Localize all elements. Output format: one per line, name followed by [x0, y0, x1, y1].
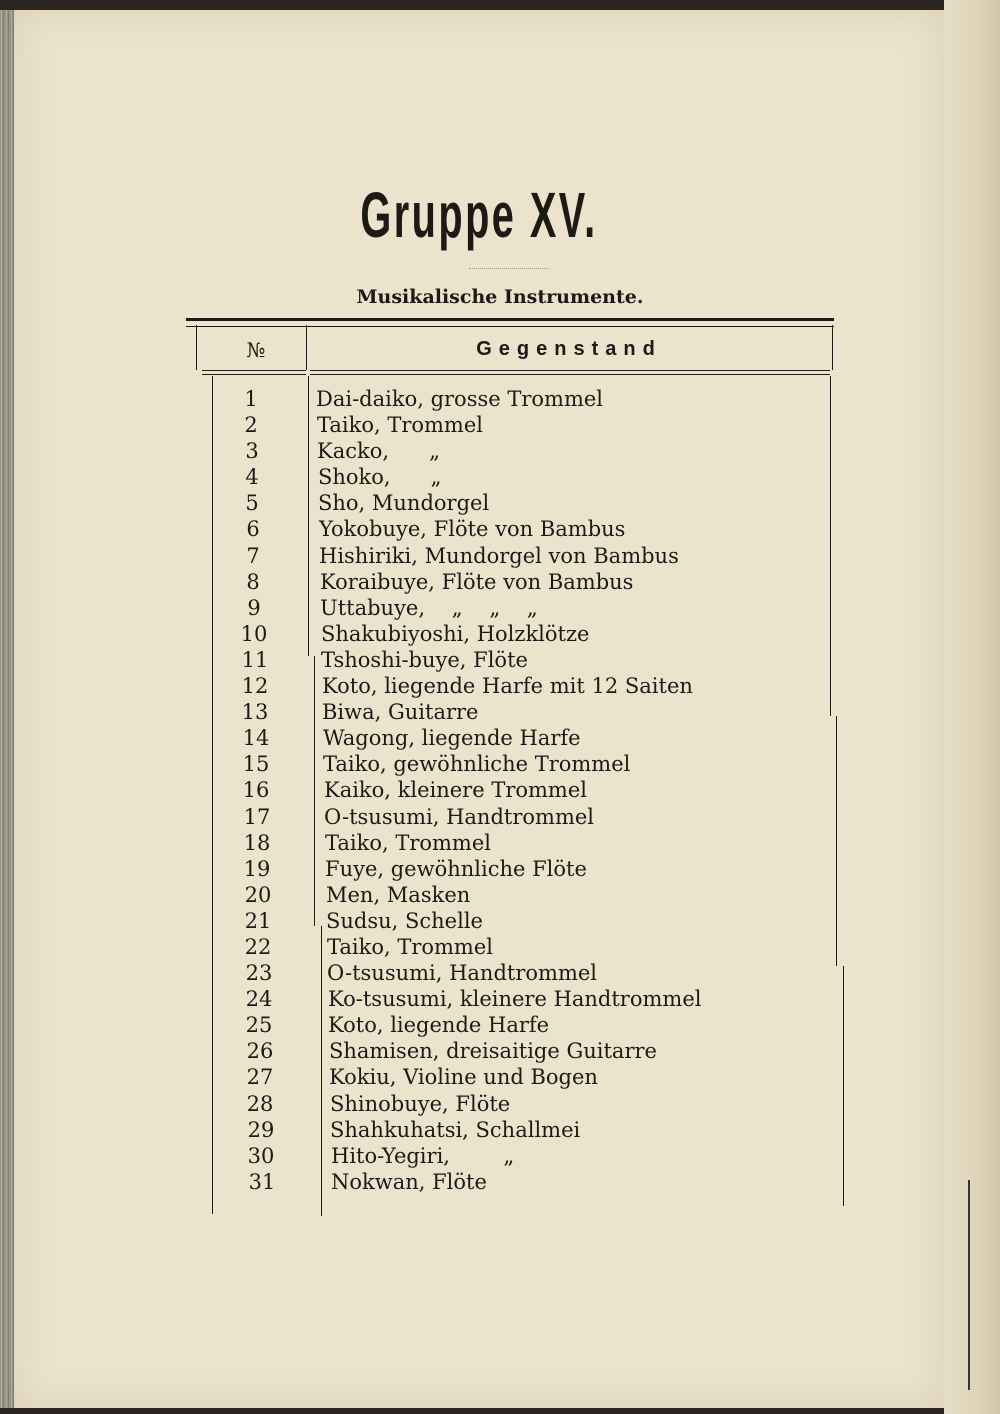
table-row — [0, 543, 930, 569]
row-number: 13 — [241, 700, 269, 725]
row-item: Shoko, „ — [318, 465, 442, 490]
row-item: Kacko, „ — [317, 439, 440, 464]
row-item: Koto, liegende Harfe mit 12 Saiten — [322, 674, 693, 699]
row-number: 29 — [247, 1117, 275, 1142]
table-row — [0, 647, 930, 673]
row-item: Taiko, Trommel — [317, 413, 483, 438]
table-right-border-head — [832, 325, 833, 370]
table-row — [0, 986, 930, 1012]
row-item: Men, Masken — [326, 882, 471, 907]
table-row — [0, 1064, 930, 1090]
row-number: 24 — [245, 987, 273, 1012]
row-item: Ko-tsusumi, kleinere Handtrommel — [328, 987, 702, 1012]
row-number: 17 — [243, 804, 271, 829]
row-item: Uttabuye, „ „ „ — [320, 595, 538, 620]
row-item: Wagong, liegende Harfe — [323, 726, 581, 751]
page-edge-right — [944, 0, 1000, 1414]
column-divider-head — [306, 325, 307, 370]
table-row — [0, 751, 930, 777]
page-subtitle: Musikalische Instrumente. — [356, 286, 644, 308]
row-number: 12 — [241, 674, 269, 699]
row-number: 21 — [244, 908, 272, 933]
table-row — [0, 882, 930, 908]
row-item: Hishiriki, Mundorgel von Bambus — [319, 543, 679, 568]
row-item: Nokwan, Flöte — [331, 1169, 487, 1194]
row-item: Taiko, gewöhnliche Trommel — [323, 752, 631, 777]
row-item: Hito-Yegiri, „ — [331, 1143, 515, 1168]
row-number: 16 — [242, 778, 270, 803]
table-row — [0, 908, 930, 934]
row-number: 4 — [245, 465, 259, 490]
row-item: Taiko, Trommel — [325, 830, 491, 855]
table-row — [0, 1117, 930, 1143]
table-row — [0, 699, 930, 725]
table-row — [0, 1143, 930, 1169]
row-item: Koraibuye, Flöte von Bambus — [320, 569, 634, 594]
title-ornament — [469, 268, 549, 275]
row-item: Yokobuye, Flöte von Bambus — [319, 517, 626, 542]
row-number: 3 — [245, 439, 259, 464]
row-number: 9 — [247, 595, 261, 620]
row-number: 20 — [244, 882, 272, 907]
row-item: Shakubiyoshi, Holzklötze — [321, 621, 590, 646]
row-number: 7 — [246, 543, 260, 568]
row-item: Sudsu, Schelle — [326, 908, 483, 933]
table-row — [0, 516, 930, 542]
row-number: 31 — [248, 1169, 276, 1194]
header-rule-object — [310, 370, 830, 375]
header-number: № — [246, 338, 266, 362]
row-item: Shahkuhatsi, Schallmei — [330, 1117, 581, 1142]
table-row — [0, 934, 930, 960]
row-item: Shamisen, dreisaitige Guitarre — [329, 1039, 657, 1064]
row-item: Fuye, gewöhnliche Flöte — [325, 856, 587, 881]
page-title: Gruppe XV. — [360, 179, 598, 251]
table-row — [0, 595, 930, 621]
row-number: 25 — [245, 1013, 273, 1038]
row-number: 15 — [242, 752, 270, 777]
row-item: O-tsusumi, Handtrommel — [324, 804, 594, 829]
row-item: Taiko, Trommel — [327, 934, 493, 959]
table-row — [0, 1169, 930, 1195]
row-number: 26 — [246, 1039, 274, 1064]
row-number: 8 — [246, 569, 260, 594]
binding-line — [968, 1180, 970, 1390]
table-row — [0, 412, 930, 438]
header-rule-number — [202, 370, 306, 375]
table-row — [0, 464, 930, 490]
row-number: 22 — [244, 934, 272, 959]
table-row — [0, 438, 930, 464]
row-number: 11 — [241, 647, 269, 672]
row-number: 2 — [244, 413, 258, 438]
table-row — [0, 856, 930, 882]
row-item: Sho, Mundorgel — [318, 491, 490, 516]
table-row — [0, 1091, 930, 1117]
table-row — [0, 490, 930, 516]
row-number: 30 — [247, 1143, 275, 1168]
row-number: 23 — [245, 961, 273, 986]
row-number: 10 — [240, 621, 268, 646]
row-item: Kaiko, kleinere Trommel — [324, 778, 587, 803]
table-row — [0, 1038, 930, 1064]
row-number: 27 — [246, 1065, 274, 1090]
table-row — [0, 673, 930, 699]
table-row — [0, 830, 930, 856]
row-number: 18 — [243, 830, 271, 855]
row-number: 14 — [242, 726, 270, 751]
table-row — [0, 804, 930, 830]
table-row — [0, 569, 930, 595]
row-item: Tshoshi-buye, Flöte — [321, 647, 528, 672]
row-number: 6 — [246, 517, 260, 542]
row-item: Shinobuye, Flöte — [330, 1091, 511, 1116]
table-row — [0, 960, 930, 986]
row-item: Koto, liegende Harfe — [328, 1013, 550, 1038]
row-number: 1 — [244, 387, 258, 411]
row-item: Dai-daiko, grosse Trommel — [316, 387, 604, 411]
row-item: O-tsusumi, Handtrommel — [327, 961, 597, 986]
row-number: 5 — [245, 491, 259, 516]
header-object: Gegenstand — [476, 338, 662, 360]
table-row — [0, 386, 930, 412]
table-top-rule — [186, 318, 834, 327]
table-row — [0, 1012, 930, 1038]
row-item: Kokiu, Violine und Bogen — [329, 1065, 598, 1090]
row-item: Biwa, Guitarre — [322, 700, 479, 725]
table-left-border-head — [196, 325, 197, 370]
row-number: 19 — [243, 856, 271, 881]
table-row — [0, 777, 930, 803]
table-row — [0, 621, 930, 647]
row-number: 28 — [246, 1091, 274, 1116]
table-body — [0, 386, 930, 1195]
table-row — [0, 725, 930, 751]
